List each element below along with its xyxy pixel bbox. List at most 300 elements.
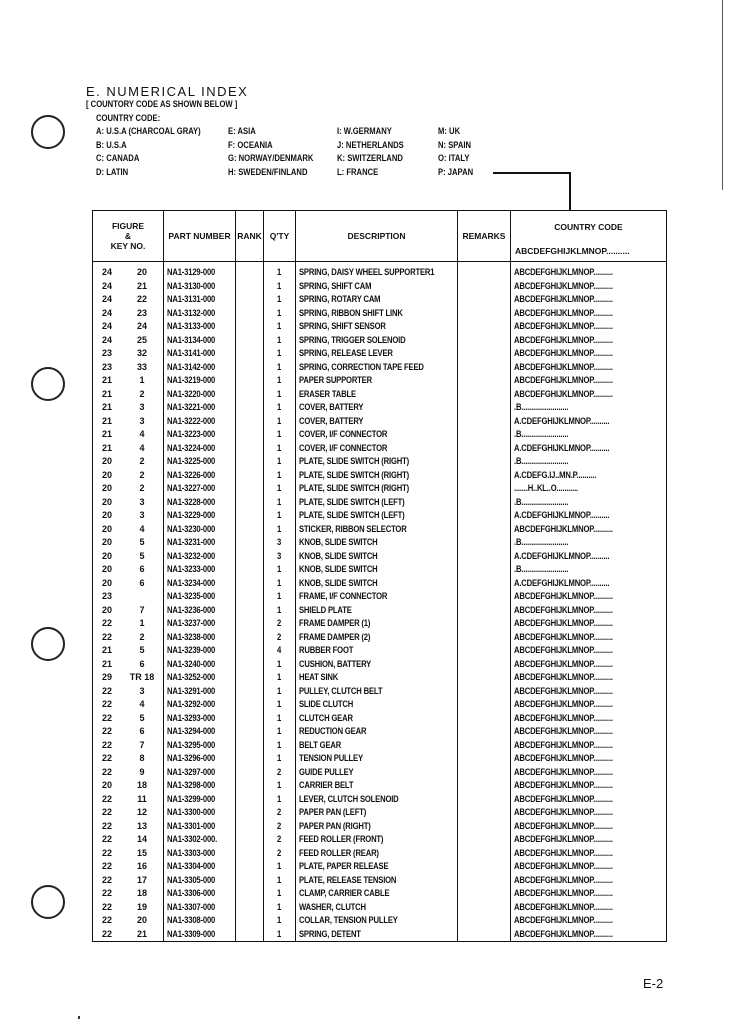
cell-qty	[264, 523, 296, 537]
country-code-text: ABCDEFGHIJKLMNOP..........	[514, 307, 613, 318]
cell-country-code	[511, 860, 667, 874]
figure-no: 24	[102, 334, 113, 345]
cell-country-code	[511, 455, 667, 469]
description-text: FRAME DAMPER (2)	[299, 631, 371, 642]
cell-part-number	[164, 442, 236, 456]
country-code-text: ABCDEFGHIJKLMNOP..........	[514, 672, 613, 682]
country-code-entry: M: UK	[438, 126, 461, 136]
cell-remarks	[458, 833, 511, 847]
cell-country-code	[511, 536, 667, 550]
qty-text: 1	[277, 861, 282, 871]
country-code-text: ABCDEFGHIJKLMNOP..........	[514, 915, 613, 925]
qty-text: 1	[277, 510, 282, 520]
cell-description	[296, 563, 458, 577]
description-text: KNOB, SLIDE SWITCH	[299, 564, 378, 574]
figure-no: 23	[102, 348, 113, 358]
description-text: CUSHION, BATTERY	[299, 658, 372, 669]
cell-description	[296, 388, 458, 402]
cell-rank	[236, 388, 264, 402]
country-code-entry: N: SPAIN	[438, 139, 472, 150]
key-no: 19	[136, 901, 147, 912]
table-row	[93, 563, 667, 577]
qty-text: 1	[277, 726, 282, 736]
cell-description	[296, 577, 458, 591]
cell-rank	[236, 671, 264, 685]
figure-no: 21	[102, 442, 113, 453]
cell-part-number	[164, 671, 236, 685]
cell-part-number	[164, 847, 236, 861]
cell-part-number	[164, 752, 236, 766]
part-number-text: NA1-3132-000	[167, 307, 216, 318]
key-no: 3	[139, 415, 145, 426]
cell-country-code	[511, 280, 667, 294]
part-number-text: NA1-3294-000	[167, 726, 216, 736]
key-no: 3	[139, 402, 145, 412]
figure-no: 20	[102, 564, 113, 574]
cell-rank	[236, 617, 264, 631]
description-text: PLATE, RELEASE TENSION	[299, 874, 397, 885]
part-number-text: NA1-3300-000	[167, 807, 216, 817]
country-code-entry: A: U.S.A (CHARCOAL GRAY)	[96, 126, 201, 136]
cell-rank	[236, 901, 264, 915]
cell-country-code	[511, 833, 667, 847]
cell-qty	[264, 482, 296, 496]
cell-figure-key	[93, 428, 164, 442]
cell-part-number	[164, 509, 236, 523]
cell-qty	[264, 280, 296, 294]
country-code-text: A.CDEFGHIJKLMNOP..........	[514, 415, 610, 426]
cell-remarks	[458, 671, 511, 685]
country-code-text: ABCDEFGHIJKLMNOP..........	[514, 523, 613, 534]
cell-remarks	[458, 320, 511, 334]
country-code-text: ABCDEFGHIJKLMNOP..........	[514, 361, 613, 372]
cell-description	[296, 347, 458, 361]
description-text: CLAMP, CARRIER CABLE	[299, 888, 390, 898]
description-text: PLATE, SLIDE SWITCH (LEFT)	[299, 496, 405, 507]
cell-country-code	[511, 766, 667, 780]
cell-description	[296, 415, 458, 429]
table-row	[93, 523, 667, 537]
cell-description	[296, 779, 458, 793]
cell-qty	[264, 847, 296, 861]
cell-country-code	[511, 509, 667, 523]
cell-country-code	[511, 631, 667, 645]
cell-figure-key	[93, 833, 164, 847]
cell-part-number	[164, 698, 236, 712]
part-number-text: NA1-3306-000	[167, 888, 216, 898]
table-row	[93, 509, 667, 523]
cell-part-number	[164, 307, 236, 321]
cell-remarks	[458, 577, 511, 591]
figure-no: 22	[102, 807, 113, 817]
cell-qty	[264, 793, 296, 807]
numerical-index-table	[92, 210, 667, 942]
cell-figure-key	[93, 320, 164, 334]
country-code-text: ABCDEFGHIJKLMNOP..........	[514, 604, 613, 615]
cell-qty	[264, 631, 296, 645]
cell-description	[296, 604, 458, 618]
qty-text: 3	[277, 550, 282, 561]
part-number-text: NA1-3134-000	[167, 334, 216, 345]
qty-text: 1	[277, 267, 282, 277]
key-no: 1	[139, 618, 145, 628]
table-row	[93, 280, 667, 294]
table-row	[93, 590, 667, 604]
cell-description	[296, 280, 458, 294]
cell-rank	[236, 442, 264, 456]
key-no: 21	[136, 280, 147, 291]
cell-description	[296, 374, 458, 388]
cell-qty	[264, 496, 296, 510]
cell-remarks	[458, 293, 511, 307]
description-text: FRAME DAMPER (1)	[299, 618, 371, 628]
description-text: LEVER, CLUTCH SOLENOID	[299, 793, 399, 804]
cell-remarks	[458, 617, 511, 631]
cell-figure-key	[93, 523, 164, 537]
country-code-entry: J: NETHERLANDS	[337, 139, 404, 150]
cell-remarks	[458, 779, 511, 793]
description-text: WASHER, CLUTCH	[299, 901, 366, 912]
cell-rank	[236, 361, 264, 375]
cell-qty	[264, 671, 296, 685]
cell-remarks	[458, 914, 511, 928]
table-row	[93, 577, 667, 591]
table-row	[93, 262, 667, 280]
country-code-text: ABCDEFGHIJKLMNOP..........	[514, 280, 613, 291]
cell-qty	[264, 725, 296, 739]
country-code-text: A.CDEFGHIJKLMNOP..........	[514, 510, 610, 520]
cell-rank	[236, 631, 264, 645]
qty-text: 1	[277, 658, 282, 669]
table-row	[93, 833, 667, 847]
cell-rank	[236, 820, 264, 834]
cell-country-code	[511, 685, 667, 699]
country-code-text: .B........................	[514, 564, 569, 574]
key-no: 4	[139, 442, 145, 453]
cell-rank	[236, 401, 264, 415]
figure-no: 22	[102, 631, 113, 642]
cell-remarks	[458, 536, 511, 550]
country-code-text: ABCDEFGHIJKLMNOP..........	[514, 807, 613, 817]
country-code-text: ABCDEFGHIJKLMNOP..........	[514, 348, 613, 358]
description-text: KNOB, SLIDE SWITCH	[299, 550, 378, 561]
cell-rank	[236, 739, 264, 753]
cell-country-code	[511, 590, 667, 604]
figure-no: 22	[102, 766, 113, 777]
country-code-text: .B........................	[514, 429, 569, 439]
country-code-entry: H: SWEDEN/FINLAND	[228, 166, 308, 177]
country-code-text: ABCDEFGHIJKLMNOP..........	[514, 631, 613, 642]
table-row	[93, 388, 667, 402]
country-code-entry: E: ASIA	[228, 126, 256, 136]
part-number-text: NA1-3292-000	[167, 699, 216, 709]
cell-remarks	[458, 550, 511, 564]
part-number-text: NA1-3304-000	[167, 861, 216, 871]
key-no: 16	[136, 861, 147, 871]
table-row	[93, 631, 667, 645]
cell-description	[296, 685, 458, 699]
scan-mark	[78, 1016, 80, 1019]
cell-remarks	[458, 631, 511, 645]
cell-description	[296, 523, 458, 537]
header-country-code: COUNTRY CODE ABCDEFGHIJKLMNOP..........	[511, 211, 667, 262]
key-no: 17	[136, 874, 147, 885]
cell-country-code	[511, 793, 667, 807]
description-text: CLUTCH GEAR	[299, 712, 353, 723]
cell-qty	[264, 262, 296, 280]
cell-remarks	[458, 860, 511, 874]
cell-qty	[264, 469, 296, 483]
cell-rank	[236, 482, 264, 496]
cell-rank	[236, 766, 264, 780]
part-number-text: NA1-3221-000	[167, 402, 216, 412]
key-no: 1	[139, 375, 145, 385]
part-number-text: NA1-3234-000	[167, 577, 216, 588]
qty-text: 3	[277, 537, 282, 547]
figure-no: 22	[102, 820, 113, 831]
part-number-text: NA1-3141-000	[167, 348, 216, 358]
cell-part-number	[164, 766, 236, 780]
cell-remarks	[458, 482, 511, 496]
cell-remarks	[458, 887, 511, 901]
cell-remarks	[458, 766, 511, 780]
figure-no: 29	[102, 672, 113, 682]
description-text: KNOB, SLIDE SWITCH	[299, 577, 378, 588]
cell-remarks	[458, 361, 511, 375]
cell-figure-key	[93, 388, 164, 402]
table-row	[93, 671, 667, 685]
cell-part-number	[164, 550, 236, 564]
figure-no: 24	[102, 294, 113, 304]
key-no: 20	[136, 267, 147, 277]
cell-remarks	[458, 928, 511, 942]
cell-figure-key	[93, 563, 164, 577]
cell-description	[296, 442, 458, 456]
cell-part-number	[164, 604, 236, 618]
page-edge	[722, 0, 723, 190]
cell-description	[296, 617, 458, 631]
cell-part-number	[164, 455, 236, 469]
connector-line	[569, 172, 571, 210]
table-row	[93, 685, 667, 699]
part-number-text: NA1-3307-000	[167, 901, 216, 912]
description-text: COVER, BATTERY	[299, 402, 364, 412]
key-no: 2	[139, 388, 145, 399]
header-qty: Q'TY	[264, 211, 296, 262]
table-row	[93, 550, 667, 564]
cell-description	[296, 455, 458, 469]
figure-no: 20	[102, 510, 113, 520]
cell-qty	[264, 698, 296, 712]
description-text: SPRING, DAISY WHEEL SUPPORTER1	[299, 267, 435, 277]
cell-remarks	[458, 523, 511, 537]
part-number-text: NA1-3303-000	[167, 847, 216, 858]
cell-qty	[264, 644, 296, 658]
cell-remarks	[458, 455, 511, 469]
cell-qty	[264, 334, 296, 348]
table-row	[93, 334, 667, 348]
cell-remarks	[458, 563, 511, 577]
country-code-entry: F: OCEANIA	[228, 139, 273, 150]
description-text: SPRING, SHIFT SENSOR	[299, 321, 386, 331]
country-code-text: ABCDEFGHIJKLMNOP..........	[514, 645, 613, 655]
cell-remarks	[458, 604, 511, 618]
part-number-text: NA1-3235-000	[167, 591, 216, 601]
qty-text: 1	[277, 685, 282, 696]
cell-part-number	[164, 469, 236, 483]
table-row	[93, 455, 667, 469]
key-no: 32	[136, 348, 147, 358]
page-title: E. NUMERICAL INDEX	[86, 84, 249, 99]
qty-text: 1	[277, 483, 282, 493]
part-number-text: NA1-3298-000	[167, 780, 216, 790]
part-number-text: NA1-3130-000	[167, 280, 216, 291]
country-code-text: ABCDEFGHIJKLMNOP..........	[514, 294, 613, 304]
cell-description	[296, 752, 458, 766]
table-row	[93, 320, 667, 334]
table-row	[93, 887, 667, 901]
cell-rank	[236, 293, 264, 307]
cell-rank	[236, 887, 264, 901]
table-row	[93, 712, 667, 726]
country-code-entry: L: FRANCE	[337, 166, 379, 177]
cell-part-number	[164, 874, 236, 888]
cell-figure-key	[93, 307, 164, 321]
figure-no: 22	[102, 874, 113, 885]
cell-description	[296, 847, 458, 861]
key-no: 5	[139, 645, 145, 655]
cell-qty	[264, 401, 296, 415]
cell-rank	[236, 320, 264, 334]
part-number-text: NA1-3309-000	[167, 928, 216, 939]
cell-qty	[264, 347, 296, 361]
part-number-text: NA1-3295-000	[167, 739, 216, 750]
description-text: COVER, I/F CONNECTOR	[299, 429, 388, 439]
cell-rank	[236, 280, 264, 294]
figure-no: 22	[102, 726, 113, 736]
cell-country-code	[511, 496, 667, 510]
figure-no: 24	[102, 267, 113, 277]
key-no: 6	[139, 658, 145, 669]
figure-no: 21	[102, 645, 113, 655]
qty-text: 2	[277, 820, 282, 831]
part-number-text: NA1-3305-000	[167, 874, 216, 885]
cell-rank	[236, 334, 264, 348]
key-no: 7	[139, 739, 145, 750]
qty-text: 2	[277, 834, 282, 844]
table-row	[93, 604, 667, 618]
qty-text: 1	[277, 793, 282, 804]
table-row	[93, 901, 667, 915]
cell-description	[296, 644, 458, 658]
cell-remarks	[458, 725, 511, 739]
cell-figure-key	[93, 712, 164, 726]
description-text: HEAT SINK	[299, 672, 339, 682]
cell-rank	[236, 604, 264, 618]
country-code-entry: B: U.S.A	[96, 139, 127, 150]
part-number-text: NA1-3226-000	[167, 469, 216, 480]
cell-rank	[236, 374, 264, 388]
cell-part-number	[164, 631, 236, 645]
table-row	[93, 496, 667, 510]
country-code-text: ABCDEFGHIJKLMNOP..........	[514, 591, 613, 601]
figure-no: 20	[102, 523, 113, 534]
key-no: 5	[139, 537, 145, 547]
cell-country-code	[511, 806, 667, 820]
country-code-text: ABCDEFGHIJKLMNOP..........	[514, 388, 613, 399]
cell-country-code	[511, 820, 667, 834]
key-no: 18	[136, 780, 147, 790]
cell-qty	[264, 320, 296, 334]
cell-description	[296, 928, 458, 942]
cell-rank	[236, 509, 264, 523]
country-code-text: .......H..KL..O...........	[514, 483, 579, 493]
connector-line	[493, 172, 571, 174]
cell-description	[296, 671, 458, 685]
cell-figure-key	[93, 739, 164, 753]
qty-text: 1	[277, 712, 282, 723]
cell-part-number	[164, 293, 236, 307]
qty-text: 1	[277, 388, 282, 399]
part-number-text: NA1-3231-000	[167, 537, 216, 547]
cell-rank	[236, 752, 264, 766]
qty-text: 1	[277, 739, 282, 750]
part-number-text: NA1-3237-000	[167, 618, 216, 628]
qty-text: 1	[277, 780, 282, 790]
description-text: KNOB, SLIDE SWITCH	[299, 537, 378, 547]
cell-country-code	[511, 361, 667, 375]
cell-description	[296, 590, 458, 604]
cell-country-code	[511, 482, 667, 496]
key-no: 4	[139, 523, 145, 534]
cell-qty	[264, 779, 296, 793]
cell-figure-key	[93, 752, 164, 766]
cell-description	[296, 712, 458, 726]
cell-figure-key	[93, 550, 164, 564]
key-no: 21	[136, 928, 147, 939]
part-number-text: NA1-3230-000	[167, 523, 216, 534]
cell-figure-key	[93, 806, 164, 820]
cell-figure-key	[93, 536, 164, 550]
header-part-number: PART NUMBER	[164, 211, 236, 262]
country-code-text: ABCDEFGHIJKLMNOP..........	[514, 861, 613, 871]
cell-country-code	[511, 712, 667, 726]
figure-no: 22	[102, 928, 113, 939]
cell-rank	[236, 563, 264, 577]
figure-no: 20	[102, 604, 113, 615]
cell-description	[296, 658, 458, 672]
cell-figure-key	[93, 793, 164, 807]
table-row	[93, 307, 667, 321]
country-code-text: ABCDEFGHIJKLMNOP..........	[514, 874, 613, 885]
table-row	[93, 658, 667, 672]
key-no: 5	[139, 712, 145, 723]
cell-figure-key	[93, 901, 164, 915]
country-code-text: ABCDEFGHIJKLMNOP..........	[514, 766, 613, 777]
table-row	[93, 739, 667, 753]
cell-country-code	[511, 779, 667, 793]
cell-description	[296, 874, 458, 888]
table-row	[93, 361, 667, 375]
cell-remarks	[458, 496, 511, 510]
cell-part-number	[164, 658, 236, 672]
cell-rank	[236, 428, 264, 442]
cell-remarks	[458, 334, 511, 348]
cell-figure-key	[93, 577, 164, 591]
figure-no: 22	[102, 861, 113, 871]
qty-text: 1	[277, 294, 282, 304]
qty-text: 1	[277, 348, 282, 358]
